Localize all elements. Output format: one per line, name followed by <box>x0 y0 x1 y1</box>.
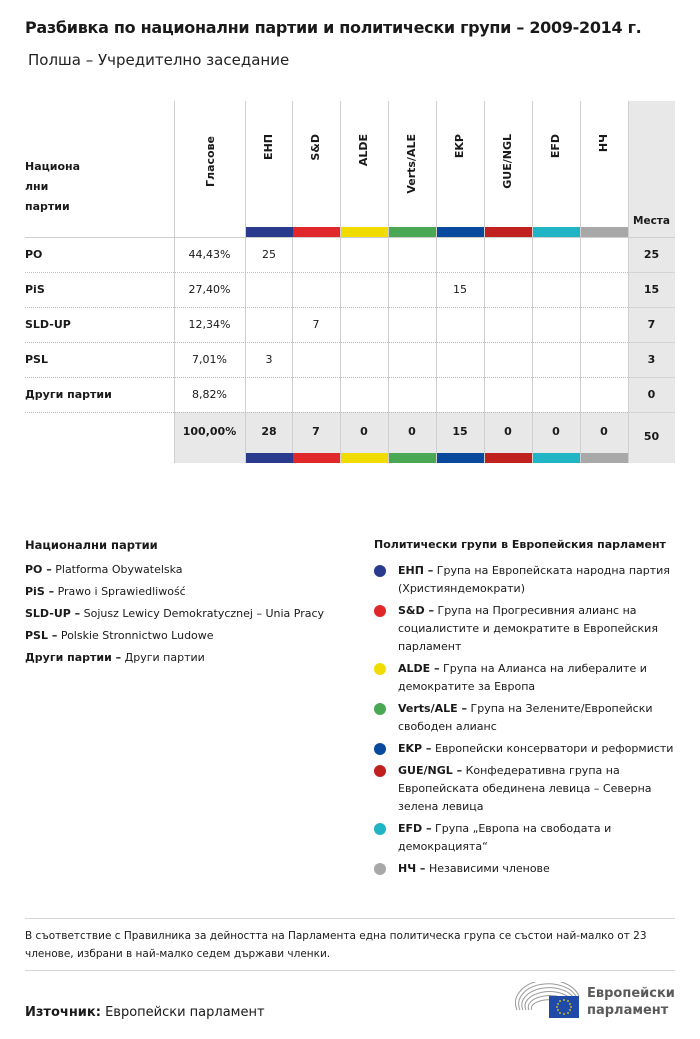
total-cell: 28 <box>261 425 277 438</box>
legend-abbr: S&D – <box>398 604 434 617</box>
source <box>25 1005 265 1020</box>
legend-name: Група на Зелените/Европейски свободен алианс <box>398 702 653 733</box>
legend-abbr: PiS – <box>25 585 55 598</box>
seat-cell <box>292 272 340 307</box>
group-header: S&D <box>309 134 322 161</box>
legend-name: Sojusz Lewicy Demokratycznej – Unia Pracy <box>83 607 325 620</box>
legend-name: Група на Алианса на либералите и демократите за Европа <box>398 662 647 693</box>
group-legend-item <box>398 660 678 696</box>
seat-cell <box>245 272 293 307</box>
group-color-bar <box>533 453 580 463</box>
footnote: В съответствие с Правилника за дейността на Парламента една политическа група се състои най-малко от 23 членове, избрани в най-малко седем държави членки. <box>25 930 647 960</box>
group-header: ЕНП <box>262 134 275 160</box>
total-cell: 0 <box>504 425 512 438</box>
seat-cell <box>292 377 340 412</box>
seat-cell: 7 <box>312 318 320 331</box>
legend-abbr: ЕНП – <box>398 564 434 577</box>
group-header: EKP <box>453 134 466 159</box>
group-color-bar <box>485 453 532 463</box>
seat-cell <box>436 237 484 272</box>
votes-value: 44,43% <box>188 248 231 261</box>
legend-abbr: PO – <box>25 563 52 576</box>
group-legend-item <box>398 602 678 656</box>
party-name: PO <box>25 248 43 261</box>
party-name: PiS <box>25 283 45 296</box>
group-header: НЧ <box>597 134 610 153</box>
seat-cell <box>436 342 484 377</box>
legend-name: Polskie Stronnictwo Ludowe <box>60 629 214 642</box>
seat-cell <box>388 307 436 342</box>
group-color-bar <box>246 453 293 463</box>
legend-name: Група на Прогресивния алианс на социалистите и демократите в Европейския парламент <box>398 604 658 653</box>
total-cell: 0 <box>600 425 608 438</box>
total-cell: 0 <box>552 425 560 438</box>
votes-value: 12,34% <box>188 318 231 331</box>
legend-abbr: Други партии – <box>25 651 122 664</box>
party-name: SLD-UP <box>25 318 71 331</box>
national-legend-item <box>25 649 205 667</box>
legend-abbr: SLD-UP – <box>25 607 81 620</box>
votes-header: Гласове <box>204 136 217 187</box>
national-legend-item <box>25 561 183 579</box>
group-color-dot-icon <box>374 823 386 835</box>
logo-line-1: Европейски <box>587 986 675 1001</box>
seat-cell <box>532 272 580 307</box>
group-color-bar <box>389 453 436 463</box>
legend-abbr: GUE/NGL – <box>398 764 463 777</box>
votes-value: 27,40% <box>188 283 231 296</box>
group-color-dot-icon <box>374 605 386 617</box>
seat-cell <box>292 342 340 377</box>
party-column-header: Национа <box>25 160 81 173</box>
seat-cell <box>580 307 628 342</box>
seats-total: 25 <box>643 248 660 261</box>
group-color-bar <box>293 453 340 463</box>
seat-cell <box>388 237 436 272</box>
party-column-header: лни <box>25 180 49 193</box>
group-header: GUE/NGL <box>501 134 514 189</box>
seat-cell <box>388 272 436 307</box>
group-color-bar <box>389 227 436 237</box>
seat-cell <box>532 307 580 342</box>
seat-cell <box>340 377 388 412</box>
legend-name: Други партии <box>124 651 205 664</box>
group-color-bar <box>341 227 388 237</box>
group-color-dot-icon <box>374 663 386 675</box>
hemicycle-icon <box>515 982 581 1022</box>
group-color-bar <box>437 227 484 237</box>
group-legend-item <box>398 762 678 816</box>
seat-cell <box>532 237 580 272</box>
seat-cell <box>580 237 628 272</box>
group-color-bar <box>581 227 628 237</box>
legend-abbr: ALDE – <box>398 662 440 675</box>
group-legend-item <box>398 860 678 878</box>
ep-logo <box>515 982 680 1022</box>
legend-name: Група на Европейската народна партия (Християндемократи) <box>398 564 670 595</box>
group-color-dot-icon <box>374 743 386 755</box>
source-value: Европейски парламент <box>105 1005 265 1020</box>
group-legend-item <box>398 740 678 758</box>
group-legend-item <box>398 820 678 856</box>
seat-cell <box>388 342 436 377</box>
group-header: Verts/ALE <box>405 134 418 194</box>
group-color-dot-icon <box>374 703 386 715</box>
seat-cell <box>484 342 532 377</box>
group-color-dot-icon <box>374 765 386 777</box>
source-label: Източник: <box>25 1005 101 1020</box>
seat-cell <box>532 377 580 412</box>
seat-cell <box>340 237 388 272</box>
group-color-bar <box>341 453 388 463</box>
row-divider <box>628 412 675 413</box>
seat-cell: 3 <box>265 353 273 366</box>
party-name: Други партии <box>25 388 112 401</box>
legend-abbr: PSL – <box>25 629 58 642</box>
legend-abbr: НЧ – <box>398 862 426 875</box>
page-subtitle: Полша – Учредително заседание <box>28 51 290 69</box>
page-title: Разбивка по национални партии и политически групи – 2009-2014 г. <box>25 18 642 37</box>
group-header: EFD <box>549 134 562 159</box>
seat-cell <box>340 307 388 342</box>
national-legend-item <box>25 583 186 601</box>
seat-cell <box>436 307 484 342</box>
divider <box>25 918 675 919</box>
votes-value: 7,01% <box>192 353 227 366</box>
legend-name: Prawo i Sprawiedliwość <box>57 585 186 598</box>
legend-name: Конфедеративна група на Европейската обединена левица – Северна зелена левица <box>398 764 652 813</box>
legend-abbr: Verts/ALE – <box>398 702 467 715</box>
national-legend-title: Национални партии <box>25 538 158 552</box>
total-cell: 0 <box>360 425 368 438</box>
seat-cell <box>245 307 293 342</box>
seats-total: 3 <box>647 353 656 366</box>
national-legend-item <box>25 605 324 623</box>
group-color-bar <box>246 227 293 237</box>
seats-header: Места <box>633 215 670 227</box>
seat-cell <box>484 237 532 272</box>
group-color-dot-icon <box>374 565 386 577</box>
legend-abbr: EKP – <box>398 742 432 755</box>
legend-name: Група „Европа на свободата и демокрацията“ <box>398 822 612 853</box>
total-cell: 15 <box>452 425 468 438</box>
groups-legend-title: Политически групи в Европейския парламент <box>374 538 666 551</box>
seats-total: 15 <box>643 283 660 296</box>
divider <box>25 970 675 971</box>
seat-cell <box>484 307 532 342</box>
total-votes: 100,00% <box>182 425 237 438</box>
legend-name: Независими членове <box>428 862 550 875</box>
party-column-header: партии <box>25 200 70 213</box>
seat-cell <box>532 342 580 377</box>
seat-cell <box>245 377 293 412</box>
legend-abbr: EFD – <box>398 822 432 835</box>
seat-cell <box>484 272 532 307</box>
seat-cell <box>436 377 484 412</box>
legend-name: Европейски консерватори и реформисти <box>434 742 674 755</box>
group-legend-item <box>398 700 678 736</box>
total-cell: 0 <box>408 425 416 438</box>
seat-cell <box>580 342 628 377</box>
group-color-dot-icon <box>374 863 386 875</box>
group-color-bar <box>293 227 340 237</box>
seat-cell <box>580 272 628 307</box>
total-cell: 7 <box>312 425 320 438</box>
group-legend-item <box>398 562 678 598</box>
seat-cell <box>340 272 388 307</box>
party-name: PSL <box>25 353 48 366</box>
votes-value: 8,82% <box>192 388 227 401</box>
total-seats: 50 <box>643 430 660 443</box>
seat-cell <box>484 377 532 412</box>
national-legend-item <box>25 627 214 645</box>
row-divider <box>25 412 628 413</box>
group-color-bar <box>485 227 532 237</box>
seats-total: 7 <box>647 318 656 331</box>
group-color-bar <box>533 227 580 237</box>
seat-cell: 25 <box>262 248 276 261</box>
legend-name: Platforma Obywatelska <box>55 563 183 576</box>
seats-total: 0 <box>647 388 656 401</box>
seat-cell <box>292 237 340 272</box>
seat-cell <box>388 377 436 412</box>
group-color-bar <box>581 453 628 463</box>
seat-cell <box>580 377 628 412</box>
logo-line-2: парламент <box>587 1003 669 1018</box>
group-header: ALDE <box>357 134 370 167</box>
seat-cell: 15 <box>453 283 467 296</box>
seat-cell <box>340 342 388 377</box>
group-color-bar <box>437 453 484 463</box>
